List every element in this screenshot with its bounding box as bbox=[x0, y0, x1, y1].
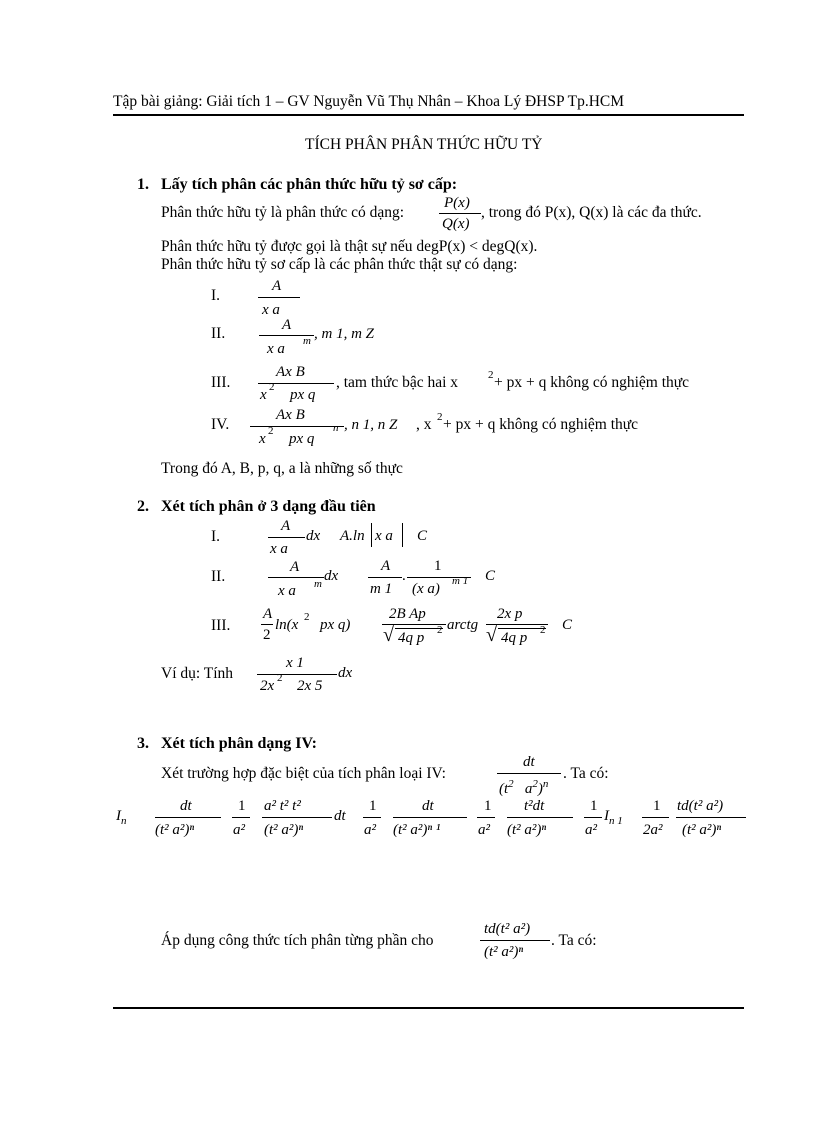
form-IV-den-exponent: 2 bbox=[268, 425, 274, 437]
form-IV-den-x: x bbox=[259, 431, 266, 447]
integral-II-label: II. bbox=[211, 568, 226, 585]
formula-f7-denominator: (t² a²)ⁿ bbox=[507, 822, 547, 838]
formula-f7-bar bbox=[507, 817, 573, 818]
integral-III-c2-den-exponent: 2 bbox=[437, 624, 443, 636]
integral-III-label: III. bbox=[211, 617, 231, 634]
formula-f6-numerator: 1 bbox=[484, 798, 492, 814]
integral-I-rhs: A.ln bbox=[340, 528, 365, 544]
integral-III-ln-exponent: 2 bbox=[304, 611, 310, 623]
section-3-line2-numerator: td(t² a²) bbox=[484, 921, 531, 937]
integral-III-c2-numerator: 2B Ap bbox=[389, 606, 426, 622]
formula-f6-denominator: a² bbox=[478, 822, 490, 838]
section-3-number: 3. bbox=[137, 735, 149, 752]
formula-f4-denominator: a² bbox=[364, 822, 376, 838]
formula-f10-bar bbox=[676, 817, 746, 818]
formula-f10-numerator: td(t² a²) bbox=[677, 798, 724, 814]
form-III-numerator: Ax B bbox=[276, 364, 305, 380]
section-1-note: Trong đó A, B, p, q, a là những số thực bbox=[161, 460, 403, 477]
section-1-line1-suffix: , trong đó P(x), Q(x) là các đa thức. bbox=[481, 204, 702, 221]
integral-I-dx: dx bbox=[306, 528, 321, 544]
example-bar bbox=[257, 674, 337, 675]
integral-II-rhs-numerator-2: 1 bbox=[434, 558, 442, 574]
integral-III-coef-bar bbox=[261, 624, 273, 625]
form-II-label: II. bbox=[211, 325, 226, 342]
formula-f8-denominator: a² bbox=[585, 822, 597, 838]
formula-f5-denominator: (t² a²)ⁿ ¹ bbox=[393, 822, 441, 838]
integral-II-denominator: x a bbox=[278, 583, 296, 599]
integral-II-dot: . bbox=[402, 568, 406, 584]
formula-f2-numerator: 1 bbox=[238, 798, 246, 814]
section-1-line3: Phân thức hữu tỷ sơ cấp là các phân thức thật sự có dạng: bbox=[161, 256, 518, 273]
formula-f4-bar bbox=[363, 817, 381, 818]
form-IV-tail-end: + px + q không có nghiệm thực bbox=[443, 416, 639, 433]
integral-II-rhs-denominator: m 1 bbox=[370, 581, 393, 597]
form-IV-label: IV. bbox=[211, 416, 230, 433]
integral-III-c3-numerator: 2x p bbox=[497, 606, 523, 622]
form-III-den-rest: px q bbox=[290, 387, 316, 403]
example-den-exponent: 2 bbox=[277, 672, 283, 684]
formula-f2-bar bbox=[232, 817, 250, 818]
section-3-line1-suffix: . Ta có: bbox=[563, 765, 609, 782]
sqrt-icon: √ bbox=[383, 624, 394, 646]
example-numerator: x 1 bbox=[286, 655, 304, 671]
page-header: Tập bài giảng: Giải tích 1 – GV Nguyễn Vũ Thụ Nhân – Khoa Lý ĐHSP Tp.HCM bbox=[113, 93, 625, 110]
formula-f9-denominator: 2a² bbox=[643, 822, 663, 838]
footer-rule bbox=[113, 1007, 744, 1009]
form-IV-tail-exponent: 2 bbox=[437, 411, 443, 423]
integral-I-numerator: A bbox=[281, 518, 291, 534]
section-3-line2-suffix: . Ta có: bbox=[551, 932, 597, 949]
sqrt-icon-2: √ bbox=[486, 624, 497, 646]
section-2-heading: Xét tích phân ở 3 dạng đầu tiên bbox=[161, 498, 376, 515]
section-3-line2-denominator: (t² a²)ⁿ bbox=[484, 944, 524, 960]
integral-III-ln-rest: px q) bbox=[320, 617, 351, 633]
form-IV-bar bbox=[250, 426, 344, 427]
integral-III-c3-den-exponent: 2 bbox=[540, 624, 546, 636]
integral-I-abs-right bbox=[402, 523, 403, 547]
example-dx: dx bbox=[338, 665, 353, 681]
integral-III-arctg: arctg bbox=[447, 617, 479, 633]
integral-III-c2-sqrt-bar bbox=[395, 628, 443, 629]
section-3-heading: Xét tích phân dạng IV: bbox=[161, 735, 317, 752]
section-3-line1-bar bbox=[497, 773, 561, 774]
integral-II-rhs-denominator-2: (x a) bbox=[412, 581, 440, 597]
formula-lhs: $I_n$ bbox=[116, 808, 127, 827]
formula-f3-dt: dt bbox=[334, 808, 346, 824]
form-IV-condition: , n 1, n Z bbox=[344, 417, 398, 433]
section-1-line2: Phân thức hữu tỷ được gọi là thật sự nếu degP(x) < degQ(x). bbox=[161, 238, 538, 255]
example-den-a: 2x bbox=[260, 678, 275, 694]
form-III-label: III. bbox=[211, 374, 231, 391]
formula-f1-bar bbox=[155, 817, 221, 818]
formula-f10-denominator: (t² a²)ⁿ bbox=[682, 822, 722, 838]
integral-III-c3-sqrt-bar bbox=[498, 628, 546, 629]
formula-f9-bar bbox=[642, 817, 669, 818]
integral-III-coef-numerator: A bbox=[263, 606, 273, 622]
pq-fraction-bar bbox=[439, 213, 481, 214]
section-1-number: 1. bbox=[137, 176, 149, 193]
formula-f9-numerator: 1 bbox=[653, 798, 661, 814]
integral-II-den-exponent: m bbox=[314, 578, 322, 590]
formula-f8-bar bbox=[584, 817, 602, 818]
integral-I-label: I. bbox=[211, 528, 221, 545]
formula-f8-numerator: 1 bbox=[590, 798, 598, 814]
integral-III-constant: C bbox=[562, 617, 573, 633]
formula-f5-numerator: dt bbox=[422, 798, 434, 814]
section-3-line1-numerator: dt bbox=[523, 754, 535, 770]
form-I-denominator: x a bbox=[262, 302, 280, 318]
form-II-denominator: x a bbox=[267, 341, 285, 357]
section-3-line1-den: ($t^2$ $a^2)^n$ bbox=[499, 778, 549, 797]
formula-f3-denominator: (t² a²)ⁿ bbox=[264, 822, 304, 838]
integral-II-rhs-numerator: A bbox=[381, 558, 391, 574]
form-IV-den-rest: px q bbox=[289, 431, 315, 447]
integral-I-denominator: x a bbox=[270, 541, 288, 557]
formula-f2-denominator: a² bbox=[233, 822, 245, 838]
section-3-line1-prefix: Xét trường hợp đặc biệt của tích phân loại IV: bbox=[161, 765, 446, 782]
section-1-heading: Lấy tích phân các phân thức hữu tỷ sơ cấp: bbox=[161, 176, 458, 193]
integral-I-abs-content: x a bbox=[375, 528, 393, 544]
formula-f3-numerator: a² t² t² bbox=[264, 798, 301, 814]
integral-II-rhs-den-exponent: m 1 bbox=[452, 575, 469, 587]
integral-III-c2-denominator: 4q p bbox=[398, 630, 425, 646]
form-III-tail-exponent: 2 bbox=[488, 369, 494, 381]
integral-II-constant: C bbox=[485, 568, 496, 584]
integral-II-numerator: A bbox=[290, 559, 300, 575]
form-III-den-exponent: 2 bbox=[269, 381, 275, 393]
pq-fraction-numerator: P(x) bbox=[444, 195, 470, 211]
formula-f5-bar bbox=[393, 817, 467, 818]
form-II-condition: , m 1, m Z bbox=[314, 326, 375, 342]
integral-II-rhs-bar bbox=[368, 577, 402, 578]
section-2-number: 2. bbox=[137, 498, 149, 515]
formula-f1-numerator: dt bbox=[180, 798, 192, 814]
form-III-tail: , tam thức bậc hai x bbox=[336, 374, 459, 391]
form-I-label: I. bbox=[211, 287, 221, 304]
form-I-numerator: A bbox=[272, 278, 282, 294]
form-III-tail-end: + px + q không có nghiệm thực bbox=[494, 374, 690, 391]
form-III-den-x: x bbox=[260, 387, 267, 403]
integral-III-coef-denominator: 2 bbox=[263, 627, 271, 643]
form-II-numerator: A bbox=[282, 317, 292, 333]
formula-f8-I: $I_{n 1}$ bbox=[604, 808, 623, 827]
formula-f7-numerator: t²dt bbox=[524, 798, 545, 814]
integral-I-bar bbox=[268, 537, 305, 538]
form-IV-tail-b: , x bbox=[416, 416, 432, 433]
section-3-line2-prefix: Áp dụng công thức tích phân từng phần cho bbox=[161, 932, 434, 949]
integral-III-c3-denominator: 4q p bbox=[501, 630, 528, 646]
form-IV-numerator: Ax B bbox=[276, 407, 305, 423]
page-title: TÍCH PHÂN PHÂN THỨC HỮU TỶ bbox=[305, 136, 543, 153]
formula-f4-numerator: 1 bbox=[369, 798, 377, 814]
formula-f1-denominator: (t² a²)ⁿ bbox=[155, 822, 195, 838]
integral-III-ln: ln(x bbox=[275, 617, 299, 633]
form-I-bar bbox=[258, 297, 300, 298]
form-II-den-exponent: m bbox=[303, 335, 311, 347]
integral-I-abs-left bbox=[371, 523, 372, 547]
form-IV-den-exponent-n: n bbox=[333, 422, 339, 434]
pq-fraction-denominator: Q(x) bbox=[442, 216, 470, 232]
formula-f6-bar bbox=[477, 817, 495, 818]
header-rule bbox=[113, 114, 744, 116]
example-label: Ví dụ: Tính bbox=[161, 665, 234, 682]
example-den-b: 2x 5 bbox=[297, 678, 323, 694]
section-3-line2-bar bbox=[480, 940, 550, 941]
integral-I-constant: C bbox=[417, 528, 428, 544]
section-1-line1-prefix: Phân thức hữu tỷ là phân thức có dạng: bbox=[161, 204, 405, 221]
formula-f3-bar bbox=[262, 817, 332, 818]
integral-II-dx: dx bbox=[324, 568, 339, 584]
